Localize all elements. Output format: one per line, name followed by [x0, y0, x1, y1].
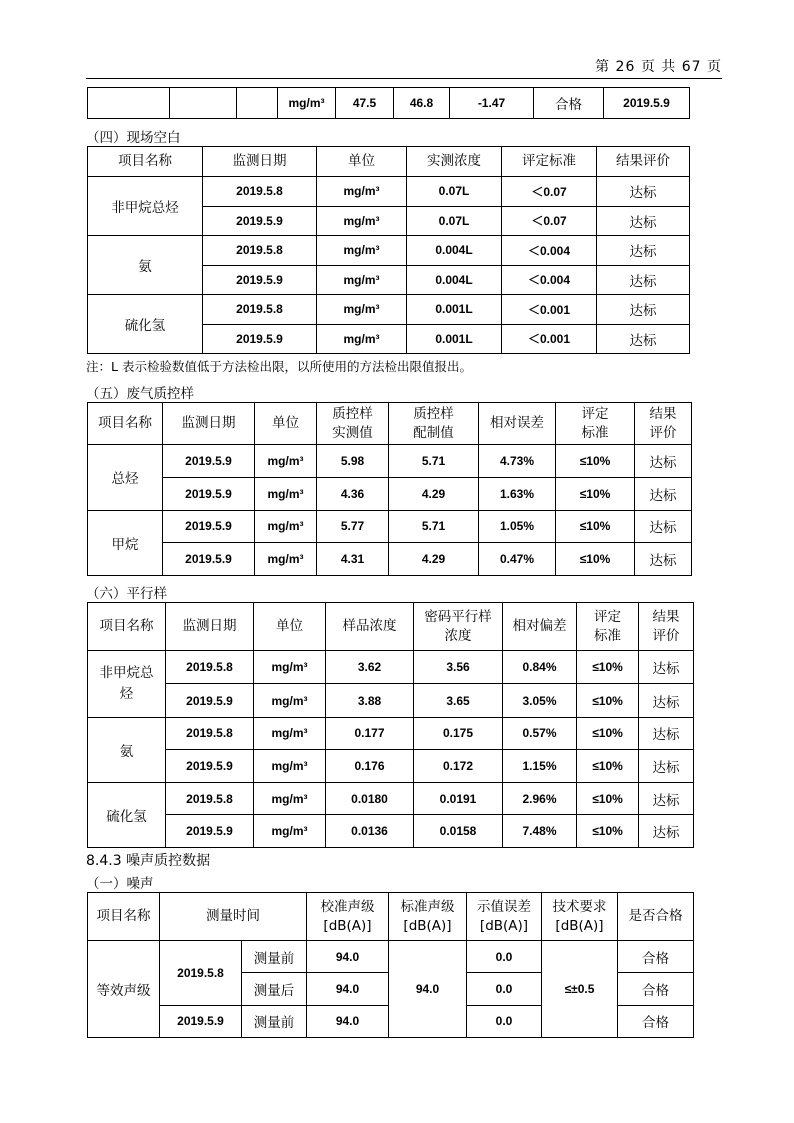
table-cell: 达标: [597, 324, 690, 354]
column-header: 密码平行样 浓度: [414, 603, 503, 651]
column-header: 样品浓度: [326, 603, 414, 651]
table-cell: 2019.5.9: [160, 1005, 242, 1037]
table-cell: 2019.5.8: [203, 177, 317, 207]
table-cell: 3.62: [326, 651, 414, 684]
table-cell: mg/m³: [317, 177, 407, 207]
table-row: [88, 295, 690, 325]
item-name: 非甲烷总烃: [88, 177, 203, 236]
table-cell: 94.0: [307, 941, 389, 973]
table-cell: 2019.5.9: [163, 543, 255, 576]
table-cell: ＜0.004: [502, 265, 597, 295]
column-header: 是否合格: [618, 893, 694, 941]
column-header: 评定 标准: [556, 403, 635, 445]
table-cell: 2019.5.9: [163, 510, 255, 543]
column-header: 相对偏差: [503, 603, 577, 651]
table-row: [88, 510, 692, 543]
table-cell: mg/m³: [317, 324, 407, 354]
table-row: [88, 477, 692, 510]
table-cell: 0.0191: [414, 782, 503, 815]
table-cell: ＜0.001: [502, 295, 597, 325]
column-header: 项目名称: [88, 403, 163, 445]
page-header: 第 26 页 共 67 页: [86, 56, 722, 79]
table-cell: 达标: [597, 236, 690, 266]
table-cell: 达标: [597, 177, 690, 207]
table-cell: ＜0.001: [502, 324, 597, 354]
blank-cell: [237, 88, 278, 119]
table-cell: ≤10%: [577, 651, 639, 684]
column-header: 监测日期: [203, 147, 317, 177]
table-cell: 0.0: [467, 941, 542, 973]
table-cell: 测量前: [242, 941, 307, 973]
table-cell: 0.0158: [414, 815, 503, 848]
table-cell: 合格: [618, 941, 694, 973]
blank-table: [87, 146, 690, 354]
blank-cell: [88, 88, 170, 119]
table-cell: 合格: [534, 88, 604, 119]
column-header: 项目名称: [88, 603, 166, 651]
column-header: 示值误差 [dB(A)]: [467, 893, 542, 941]
table-row: [88, 236, 690, 266]
table-cell: 达标: [635, 510, 692, 543]
table-cell: 0.07L: [407, 206, 502, 236]
table-cell: 0.001L: [407, 295, 502, 325]
table-cell: mg/m³: [254, 651, 326, 684]
table-cell: ≤10%: [577, 750, 639, 783]
table-cell: 达标: [597, 265, 690, 295]
item-name: 甲烷: [88, 510, 163, 576]
column-header: 项目名称: [88, 147, 203, 177]
item-name: 非甲烷总 烃: [88, 651, 166, 718]
table-header-row: [88, 893, 694, 941]
parallel-table: [87, 602, 694, 848]
table-cell: 7.48%: [503, 815, 577, 848]
table-cell: 1.15%: [503, 750, 577, 783]
table-cell: mg/m³: [254, 684, 326, 717]
table-cell: ≤10%: [556, 445, 635, 478]
table-cell: 合格: [618, 1005, 694, 1037]
table-cell: 2019.5.8: [166, 717, 254, 750]
section-title: （五）废气质控样: [86, 386, 194, 402]
qc-table: [87, 402, 692, 576]
table-cell: 2019.5.9: [166, 684, 254, 717]
table-row: [88, 445, 692, 478]
table-row: [88, 543, 692, 576]
table-cell: 达标: [635, 445, 692, 478]
table-row: [88, 782, 694, 815]
column-header: 标准声级 [dB(A)]: [389, 893, 467, 941]
table-cell: 2019.5.8: [160, 941, 242, 1006]
table-cell: 达标: [597, 206, 690, 236]
table-cell: -1.47: [450, 88, 534, 119]
table-note: 注：L 表示检验数值低于方法检出限，以所使用的方法检出限值报出。: [86, 359, 472, 374]
table-cell: 达标: [639, 717, 694, 750]
table-cell: 0.0: [467, 973, 542, 1005]
table-cell: 2019.5.9: [166, 815, 254, 848]
table-row: [88, 684, 694, 717]
column-header: 监测日期: [163, 403, 255, 445]
table-cell: 0.004L: [407, 236, 502, 266]
table-cell: 0.177: [326, 717, 414, 750]
table-header-row: [88, 147, 690, 177]
table-cell: 0.0136: [326, 815, 414, 848]
table-cell: mg/m³: [317, 295, 407, 325]
table-cell: 3.65: [414, 684, 503, 717]
table-row: [88, 651, 694, 684]
column-header: 校准声级 [dB(A)]: [307, 893, 389, 941]
blank-cell: [170, 88, 237, 119]
table-cell: 2019.5.9: [163, 445, 255, 478]
table-cell: 4.73%: [479, 445, 556, 478]
column-header: 单位: [255, 403, 317, 445]
table-cell: 0.0: [467, 1005, 542, 1037]
table-cell: 2019.5.9: [203, 206, 317, 236]
table-cell: 2.96%: [503, 782, 577, 815]
table-cell: 94.0: [307, 973, 389, 1005]
table-header-row: [88, 403, 692, 445]
table-cell: 0.0180: [326, 782, 414, 815]
column-header: 结果 评价: [635, 403, 692, 445]
table-cell: 达标: [635, 543, 692, 576]
table-cell: 1.05%: [479, 510, 556, 543]
table-cell: 合格: [618, 973, 694, 1005]
table-row: [88, 815, 694, 848]
table-cell: 测量后: [242, 973, 307, 1005]
table-row: [88, 717, 694, 750]
column-header: 监测日期: [166, 603, 254, 651]
table-cell: 达标: [639, 815, 694, 848]
table-cell: 2019.5.8: [203, 295, 317, 325]
table-cell: 达标: [639, 750, 694, 783]
table-cell: ≤10%: [577, 815, 639, 848]
column-header: 单位: [317, 147, 407, 177]
table-cell: 0.84%: [503, 651, 577, 684]
table-cell: 4.29: [389, 477, 479, 510]
item-name: 总烃: [88, 445, 163, 511]
table-cell: 测量前: [242, 1005, 307, 1037]
column-header: 质控样 实测值: [317, 403, 389, 445]
table-cell: mg/m³: [317, 265, 407, 295]
table-header-row: [88, 603, 694, 651]
column-header: 评定 标准: [577, 603, 639, 651]
table-cell: 4.31: [317, 543, 389, 576]
table-cell: mg/m³: [254, 782, 326, 815]
table-cell: ≤10%: [556, 477, 635, 510]
table-cell: 3.05%: [503, 684, 577, 717]
table-cell: ＜0.07: [502, 206, 597, 236]
table-cell: 2019.5.9: [166, 750, 254, 783]
table-cell: 5.71: [389, 445, 479, 478]
table-cell: 2019.5.9: [604, 88, 690, 119]
table-cell: 0.004L: [407, 265, 502, 295]
table-cell: ＜0.07: [502, 177, 597, 207]
table-cell: 达标: [639, 684, 694, 717]
column-header: 评定标准: [502, 147, 597, 177]
table-cell: ≤10%: [577, 684, 639, 717]
table-cell: mg/m³: [255, 477, 317, 510]
table-cell: 4.36: [317, 477, 389, 510]
item-name: 氨: [88, 717, 166, 782]
section-title: （六）平行样: [86, 586, 167, 602]
column-header: 质控样 配制值: [389, 403, 479, 445]
table-cell: 46.8: [394, 88, 450, 119]
table-cell: ≤10%: [556, 543, 635, 576]
section-title: （四）现场空白: [86, 130, 181, 146]
table-cell: 0.47%: [479, 543, 556, 576]
table-cell: ≤10%: [577, 782, 639, 815]
item-name: 氨: [88, 236, 203, 295]
table-cell: 5.98: [317, 445, 389, 478]
table-cell: 2019.5.9: [203, 265, 317, 295]
section-title: （一）噪声: [86, 876, 154, 892]
table-cell: 0.176: [326, 750, 414, 783]
table-cell: ≤10%: [556, 510, 635, 543]
table-cell: 0.172: [414, 750, 503, 783]
table-row: [88, 750, 694, 783]
table-cell: 5.71: [389, 510, 479, 543]
table-cell: 2019.5.8: [166, 782, 254, 815]
table-cell: 0.07L: [407, 177, 502, 207]
column-header: 实测浓度: [407, 147, 502, 177]
column-header: 技术要求 [dB(A)]: [542, 893, 618, 941]
table-cell: 47.5: [336, 88, 394, 119]
table-cell: 2019.5.9: [203, 324, 317, 354]
table-row: [88, 88, 690, 119]
table-cell: mg/m³: [254, 717, 326, 750]
table-row: [88, 177, 690, 207]
column-header: 结果 评价: [639, 603, 694, 651]
table-cell: 0.175: [414, 717, 503, 750]
table-cell: ≤10%: [577, 717, 639, 750]
column-header: 项目名称: [88, 893, 160, 941]
table-cell: mg/m³: [278, 88, 336, 119]
table-cell: 94.0: [389, 941, 467, 1038]
table-cell: 3.56: [414, 651, 503, 684]
table-cell: 2019.5.8: [203, 236, 317, 266]
table-cell: mg/m³: [254, 750, 326, 783]
column-header: 单位: [254, 603, 326, 651]
table-cell: mg/m³: [255, 510, 317, 543]
table-row: [88, 941, 694, 973]
table-cell: 0.001L: [407, 324, 502, 354]
table-cell: 5.77: [317, 510, 389, 543]
item-name: 硫化氢: [88, 295, 203, 354]
table-cell: mg/m³: [317, 206, 407, 236]
table-cell: 3.88: [326, 684, 414, 717]
table-cell: ≤±0.5: [542, 941, 618, 1038]
table-cell: mg/m³: [317, 236, 407, 266]
table-cell: 2019.5.8: [166, 651, 254, 684]
table-cell: 94.0: [307, 1005, 389, 1037]
continuation-table: [87, 87, 690, 119]
table-cell: 达标: [597, 295, 690, 325]
table-cell: 2019.5.9: [163, 477, 255, 510]
table-cell: mg/m³: [255, 543, 317, 576]
noise-table: [87, 892, 694, 1038]
table-cell: mg/m³: [255, 445, 317, 478]
table-cell: 1.63%: [479, 477, 556, 510]
table-cell: 达标: [639, 782, 694, 815]
table-cell: 达标: [639, 651, 694, 684]
table-cell: 4.29: [389, 543, 479, 576]
item-name: 硫化氢: [88, 782, 166, 847]
column-header: 相对误差: [479, 403, 556, 445]
table-cell: mg/m³: [254, 815, 326, 848]
column-header: 结果评价: [597, 147, 690, 177]
table-cell: 达标: [635, 477, 692, 510]
table-cell: 0.57%: [503, 717, 577, 750]
column-header: 测量时间: [160, 893, 307, 941]
table-cell: ＜0.004: [502, 236, 597, 266]
section-heading: 8.4.3 噪声质控数据: [86, 853, 211, 869]
item-name: 等效声级: [88, 941, 160, 1038]
